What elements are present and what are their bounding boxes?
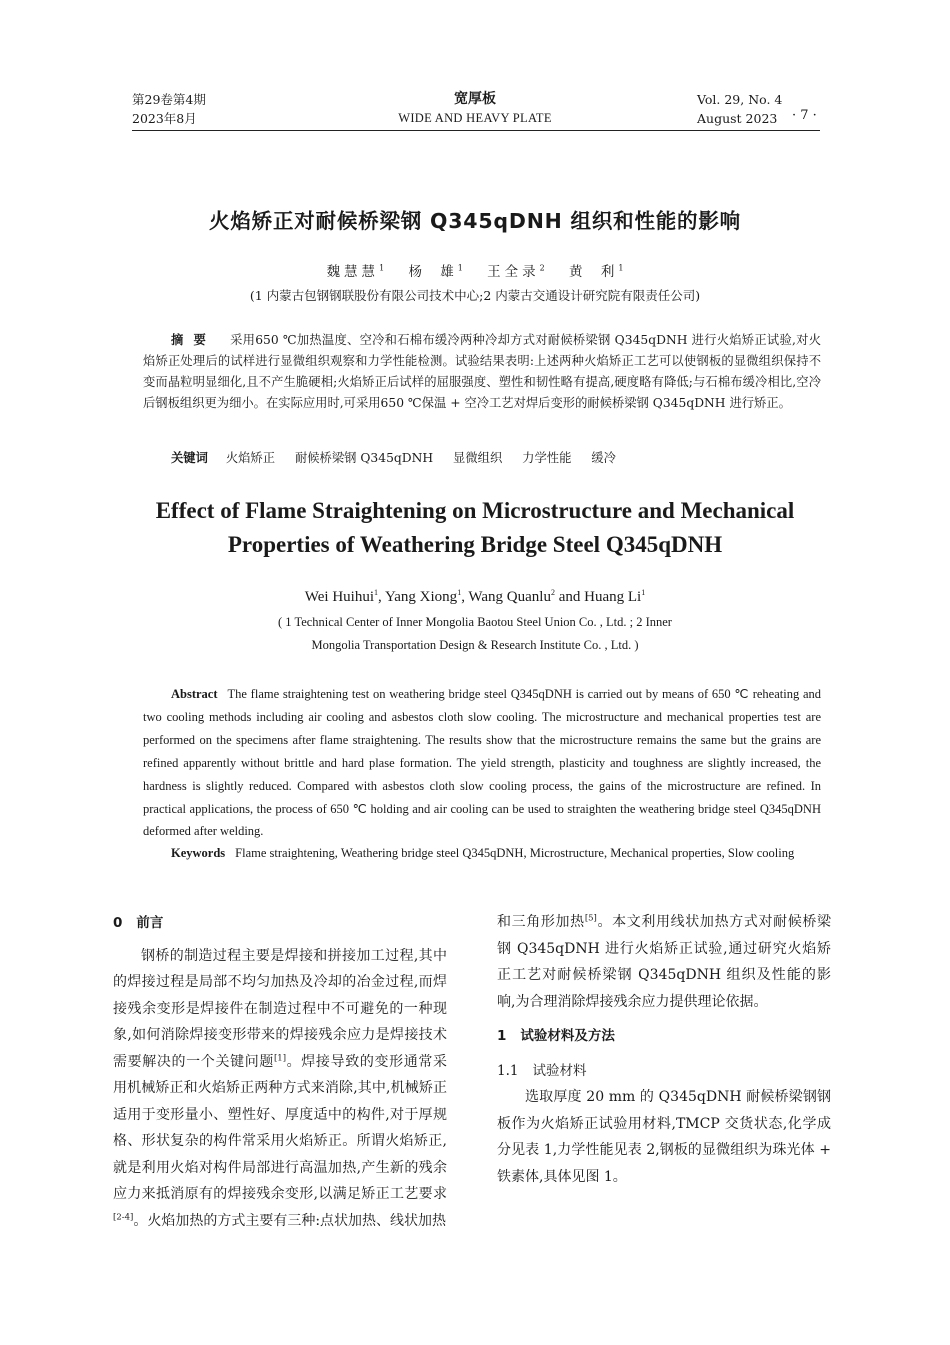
author-cn: 王全录$^2$: [487, 263, 545, 280]
date-cn: 2023年8月: [132, 111, 197, 126]
author-en: Wei Huihui$^1$: [304, 588, 378, 605]
section-heading: 1 试验材料及方法: [497, 1028, 615, 1044]
title-en: [0, 494, 950, 562]
author-cn: 黄 利$^1$: [569, 263, 624, 280]
title-en-line1: Effect of Flame Straightening on Microstructure and Mechanical: [155, 498, 795, 523]
title-en-line2: Properties of Weathering Bridge Steel Q345qDNH: [227, 532, 723, 557]
author-en: Huang Li$^1$: [584, 588, 646, 605]
header-right: [697, 90, 782, 128]
subsection-heading: 1.1 试验材料: [497, 1062, 587, 1079]
citation[interactable]: [1]: [273, 1052, 287, 1063]
keywords-en: [143, 842, 821, 865]
affiliation-en: [0, 611, 950, 657]
abstract-text-en: The flame straightening test on weathering bridge steel Q345qDNH is carried out by means of 650 ℃ reheating and two cooling methods including air cooling and asbestos cloth slow cooling. The microstructure and mechanical properties test are performed on the specimens after flame straightening. The results show that the microstructure remains the same but the grains are refined apparently without brittle and hard plase formation. The yield strength, plasticity and toughness are slightly increased, the hardness is slightly reduced. Compared with asbestos cloth slow cooling process, the gains of the microstructure are refined. In practical applications, the process of 650 ℃ holding and air cooling can be used to straighten the weathering bridge steel Q345qDNH deformed after welding.: [143, 687, 821, 839]
keywords-text-en: Flame straightening, Weathering bridge steel Q345qDNH, Microstructure, Mechanical properties, Slow cooling: [235, 846, 795, 860]
author-en: Wang Quanlu$^2$: [468, 588, 555, 605]
date-en: August 2023: [697, 111, 778, 126]
authors-en: Wei Huihui$^1$, Yang Xiong$^1$, Wang Quanlu$^2$ and Huang Li$^1$: [304, 588, 646, 605]
journal-title-en: WIDE AND HEAVY PLATE: [398, 111, 552, 125]
paragraph-intro: 钢桥的制造过程主要是焊接和拼接加工过程,其中的焊接过程是局部不均匀加热及冷却的冶金过程,而焊接残余变形是焊接件在制造过程中不可避免的一种现象,如何消除焊接变形带来的焊接残余应力是焊接技术需要解决的一个关键问题[1]。焊接导致的变形通常采用机械矫正和火焰矫正两种方式来消除,其中,机械矫正适用于变形量小、塑性好、厚度适中的构件,对于厚规格、形状复杂的构件常采用火焰矫正。所谓火焰矫正,就是利用火焰对构件局部进行高温加热,产生新的残余应力来抵消原有的焊接残余变形,以满足矫正工艺要求[2-4]。火焰加热的方式主要有三种:点状加热、线状加热: [113, 947, 448, 1229]
title-cn: 火焰矫正对耐候桥梁钢 Q345qDNH 组织和性能的影响: [209, 209, 741, 233]
paragraph-intro-continued: 和三角形加热[5]。本文利用线状加热方式对耐候桥梁钢 Q345qDNH 进行火焰矫正试验,通过研究火焰矫正工艺对耐候桥梁钢 Q345qDNH 组织及性能的影响,为合理消除焊接残余应力提供理论依据。: [497, 913, 832, 1010]
header-divider: [132, 130, 820, 131]
page-number: · 7 ·: [792, 108, 817, 123]
keyword-cn: 缓冷: [591, 451, 616, 465]
body-column-left: [113, 910, 447, 1234]
abstract-text-cn: 采用650 ℃加热温度、空冷和石棉布缓冷两种冷却方式对耐候桥梁钢 Q345qDNH 进行火焰矫正试验,对火焰矫正处理后的试样进行显微组织观察和力学性能检测。试验结果表明:上述两种火焰矫正工艺可以使钢板的显微组织保持不变而晶粒明显细化,且不产生脆硬相;火焰矫正后试样的屈服强度、塑性和韧性略有提高,硬度略有降低;与石棉布缓冷相比,空冷后钢板组织更为细小。在实际应用时,可采用650 ℃保温 + 空冷工艺对焊后变形的耐候桥梁钢 Q345qDNH 进行矫正。: [143, 333, 821, 410]
volume-en: Vol. 29, No. 4: [697, 92, 783, 107]
affiliation-en-line2: Mongolia Transportation Design & Research Institute Co. , Ltd. ): [311, 638, 639, 652]
body-column-right: [497, 1023, 831, 1190]
keywords-label-en: Keywords: [171, 846, 226, 860]
keyword-cn: 力学性能: [522, 451, 572, 465]
keywords-label-cn: 关键词: [171, 451, 208, 465]
affiliation-cn: (1 内蒙古包钢钢联股份有限公司技术中心;2 内蒙古交通设计研究院有限责任公司): [249, 288, 701, 303]
abstract-label-en: Abstract: [171, 687, 218, 701]
volume-cn: 第29卷第4期: [132, 92, 206, 107]
author-cn: 魏慧慧$^1$: [326, 263, 385, 280]
citation[interactable]: [2-4]: [113, 1211, 134, 1222]
section-heading: 0 前言: [113, 915, 164, 931]
citation[interactable]: [5]: [584, 913, 597, 924]
paragraph-materials: 选取厚度 20 mm 的 Q345qDNH 耐候桥梁钢钢板作为火焰矫正试验用材料,TMCP 交货状态,化学成分见表 1,力学性能见表 2,钢板的显微组织为珠光体 + 铁素体,具体见图 1。: [497, 1089, 831, 1185]
author-cn: 杨 雄$^1$: [408, 263, 463, 280]
keywords-cn: [143, 448, 821, 468]
keyword-cn: 火焰矫正: [225, 451, 276, 465]
authors-cn: [0, 260, 950, 280]
abstract-label-cn: 摘要: [171, 333, 217, 347]
affiliation-en-line1: ( 1 Technical Center of Inner Mongolia Baotou Steel Union Co. , Ltd. ; 2 Inner: [278, 615, 672, 629]
journal-title-cn: 宽厚板: [454, 91, 496, 107]
keyword-cn: 显微组织: [453, 451, 503, 465]
author-en: Yang Xiong$^1$: [384, 588, 462, 605]
body-column-right-top: [497, 909, 831, 1015]
abstract-cn: [143, 330, 821, 414]
keyword-cn: 耐候桥梁钢 Q345qDNH: [294, 451, 434, 465]
abstract-en: [143, 683, 821, 843]
